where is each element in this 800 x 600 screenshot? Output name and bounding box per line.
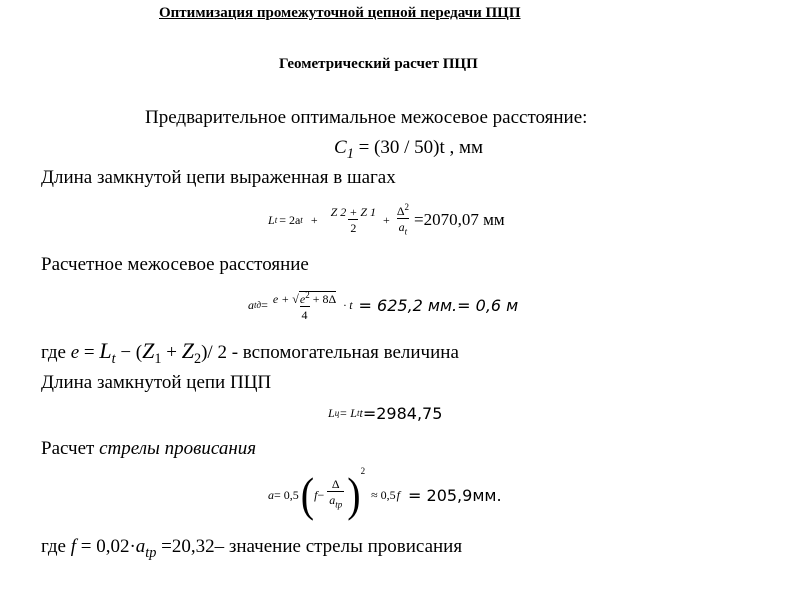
where-f-line: [41, 536, 462, 562]
sag-open-paren: (: [300, 467, 315, 522]
e-plus: +: [161, 342, 182, 363]
e-Z2-sub: 2: [193, 350, 202, 367]
where-e-line: [41, 338, 459, 368]
sag-a: a: [268, 487, 274, 502]
lc-symbol: L: [328, 405, 335, 420]
atd-sub: tд: [254, 300, 262, 310]
c-symbol: C: [334, 137, 347, 158]
chain-length-label: Длина замкнутой цепи выраженная в шагах: [41, 167, 396, 188]
lc-eq-sub: t: [356, 408, 360, 418]
where-e-suffix: - вспомогательная величина: [226, 342, 459, 363]
page-title: Оптимизация промежуточной цепной передачи ПЦП: [159, 5, 521, 21]
sag-close-paren: ): [347, 467, 361, 522]
e-eq: =: [79, 342, 100, 363]
lc-sub: ц: [334, 408, 340, 418]
z-numerator: Z 2 + Z 1: [330, 204, 377, 219]
f-a: a: [135, 536, 146, 557]
lt-eq: = 2a: [279, 212, 301, 227]
closed-chain-formula: [328, 400, 442, 426]
sag-approx: ≈ 0,5: [371, 487, 396, 502]
atd-sqrt-e: e: [299, 291, 306, 306]
prelim-label: Предварительное оптимальное межосевое расстояние:: [145, 107, 588, 128]
e-symbol: e: [70, 342, 80, 363]
z-fraction: [329, 205, 378, 236]
plus-1: +: [310, 212, 318, 227]
atd-sqrt-rest: + 8Δ: [309, 291, 337, 306]
sag-den-sub: tp: [335, 499, 343, 510]
chain-length-result: =2070,07 мм: [414, 210, 505, 229]
f-result: =20,32– значение стрелы провисания: [156, 536, 463, 557]
atd-eq: =: [261, 297, 268, 312]
atd-symbol: a: [248, 297, 254, 312]
e-Z2: Z: [181, 338, 194, 363]
where-e-prefix: где: [41, 342, 71, 363]
lt-symbol: L: [268, 212, 275, 227]
delta-pow: 2: [404, 202, 410, 213]
sag-label-plain: Расчет: [41, 438, 100, 459]
atd-num-e: e +: [272, 291, 290, 306]
lt-sub: t: [274, 215, 278, 225]
lc-t: t: [359, 405, 363, 420]
sag-minus: −: [317, 487, 325, 502]
delta-den-sub: t: [404, 226, 408, 237]
sag-formula: [268, 464, 502, 526]
center-distance-label: Расчетное межосевое расстояние: [41, 254, 309, 275]
delta-symbol: Δ: [396, 204, 405, 219]
f-symbol: f: [70, 536, 76, 557]
sag-den-a: a: [329, 493, 336, 508]
lc-eq: = L: [339, 405, 357, 420]
sag-f: f: [314, 487, 318, 502]
sag-f2: f: [396, 487, 401, 502]
sag-eq: = 0,5: [274, 487, 299, 502]
e-close: )/ 2: [201, 342, 227, 363]
sag-label-italic: стрелы провисания: [99, 438, 257, 459]
e-L: L: [99, 338, 112, 363]
sag-num: Δ: [331, 477, 340, 492]
e-minus: − (: [115, 342, 143, 363]
sag-label: [41, 438, 256, 460]
sag-result: = 205,9мм.: [408, 485, 502, 505]
where-f-prefix: где: [41, 536, 71, 557]
atd-denominator: 4: [301, 307, 308, 322]
c-rest: = (30 / 50)t , мм: [353, 137, 484, 158]
closed-chain-result: =2984,75: [362, 403, 443, 423]
e-Z1: Z: [142, 338, 155, 363]
sag-fraction: [327, 477, 344, 512]
center-distance-result: = 625,2 мм.= 0,6 м: [358, 295, 519, 315]
atd-times-t: · t: [343, 297, 353, 312]
f-a-sub: tp: [145, 544, 157, 561]
atd-fraction: $\frac{e + √e^2 + 8\Delta}{4}$: [272, 289, 337, 322]
center-distance-formula: [248, 282, 518, 328]
chain-length-formula: [268, 196, 505, 244]
atd-sqrt-pow: 2: [305, 289, 310, 300]
closed-chain-label: Длина замкнутой цепи ПЦП: [41, 372, 272, 393]
at-sub: t: [300, 215, 303, 225]
e-L-sub: t: [111, 350, 116, 367]
sag-pow: 2: [360, 466, 366, 476]
section-subtitle: Геометрический расчет ПЦП: [279, 56, 478, 72]
delta-fraction: [395, 200, 411, 239]
z-denominator: 2: [350, 220, 357, 235]
c-sub: 1: [346, 145, 354, 162]
prelim-formula: [334, 137, 483, 163]
e-Z1-sub: 1: [154, 350, 162, 367]
delta-den-a: a: [398, 220, 405, 235]
f-eq: = 0,02·: [75, 536, 136, 557]
plus-2: +: [383, 212, 390, 227]
